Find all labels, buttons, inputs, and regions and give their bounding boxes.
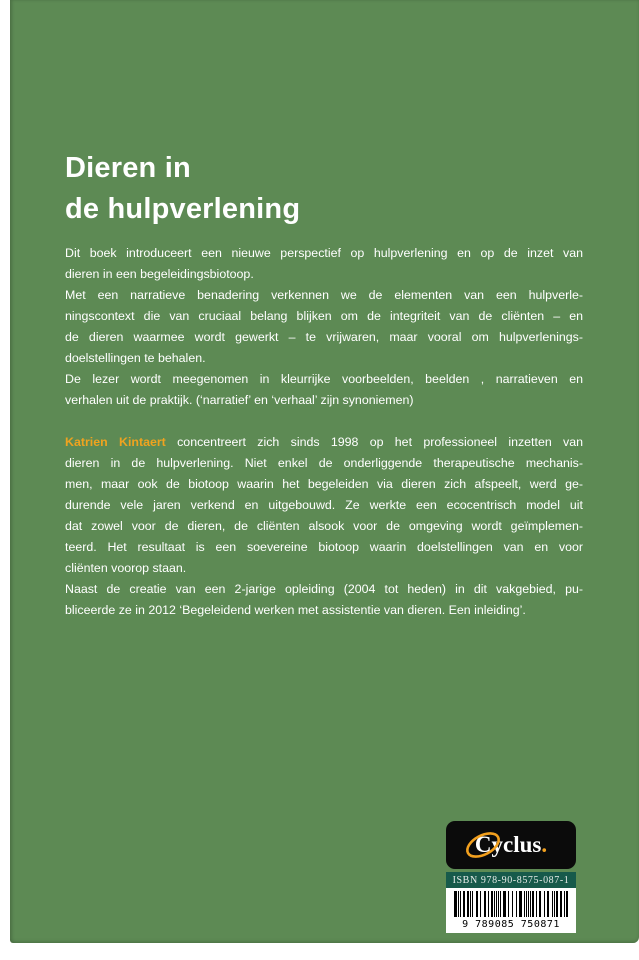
body-line: De lezer wordt meegenomen in kleurrijke voorbeelden, beelden , narratieven en bbox=[65, 372, 583, 386]
body-line: dat zowel voor de dieren, de cliënten alsook voor de omgeving wordt geïmplemen- bbox=[65, 519, 583, 533]
publisher-logo bbox=[446, 821, 576, 869]
publisher-block bbox=[446, 821, 576, 933]
cyclus-logo-text: yclus bbox=[491, 832, 542, 857]
body-line: Dit boek introduceert een nieuwe perspectief op hulpverlening en op de inzet van bbox=[65, 246, 583, 260]
body-line: Naast de creatie van een 2-jarige opleiding (2004 tot heden) in dit vakgebied, pu- bbox=[65, 582, 583, 596]
body-line: Met een narratieve benadering verkennen we de elementen van een hulpverle- bbox=[65, 288, 583, 302]
author-paragraph bbox=[65, 432, 583, 621]
cyclus-logo-c-letter: C bbox=[474, 832, 492, 857]
author-line-rest: concentreert zich sinds 1998 op het professioneel inzetten van bbox=[165, 435, 583, 449]
body-line: dieren in de hulpverlening. Niet enkel de onderliggende therapeutische mechanis- bbox=[65, 456, 583, 470]
isbn-label: ISBN 978-90-8575-087-1 bbox=[446, 872, 576, 888]
body-line: verhalen uit de praktijk. (‘narratief’ en ‘verhaal’ zijn synoniemen) bbox=[65, 393, 414, 407]
body-line: doelstellingen te behalen. bbox=[65, 351, 206, 365]
body-line: teerd. Het resultaat is een soevereine biotoop waarin doelstellingen van en voor bbox=[65, 540, 583, 554]
author-name: Katrien Kintaert bbox=[65, 435, 166, 449]
ean-barcode bbox=[446, 888, 576, 933]
barcode-digits: 9 789085 750871 bbox=[462, 919, 560, 930]
body-line: de dieren waarmee wordt gewerkt – te vrijwaren, maar vooral om hulpverlenings- bbox=[65, 330, 583, 344]
book-title bbox=[65, 148, 300, 230]
title-line-1: Dieren in bbox=[65, 152, 191, 184]
body-line: cliënten voorop staan. bbox=[65, 561, 187, 575]
body-line: bliceerde ze in 2012 ‘Begeleidend werken met assistentie van dieren. Een inleiding’. bbox=[65, 603, 526, 617]
cyclus-logo-initial bbox=[475, 832, 492, 858]
intro-paragraph bbox=[65, 243, 583, 411]
cyclus-logo-dot: . bbox=[541, 832, 548, 857]
book-back-cover bbox=[10, 0, 639, 943]
title-line-2: de hulpverlening bbox=[65, 193, 301, 225]
body-line: ningscontext die van cruciaal belang blijken om de integriteit van de cliënten – en bbox=[65, 309, 583, 323]
barcode-bars bbox=[454, 891, 568, 917]
body-line: men, maar ook de biotoop waarin het begeleiden via dieren zich afspeelt, werd ge- bbox=[65, 477, 583, 491]
body-line: durende vele jaren verkend en uitgebouwd. Ze werkte een ecocentrisch model uit bbox=[65, 498, 583, 512]
body-line: dieren in een begeleidingsbiotoop. bbox=[65, 267, 254, 281]
body-line bbox=[65, 432, 583, 453]
